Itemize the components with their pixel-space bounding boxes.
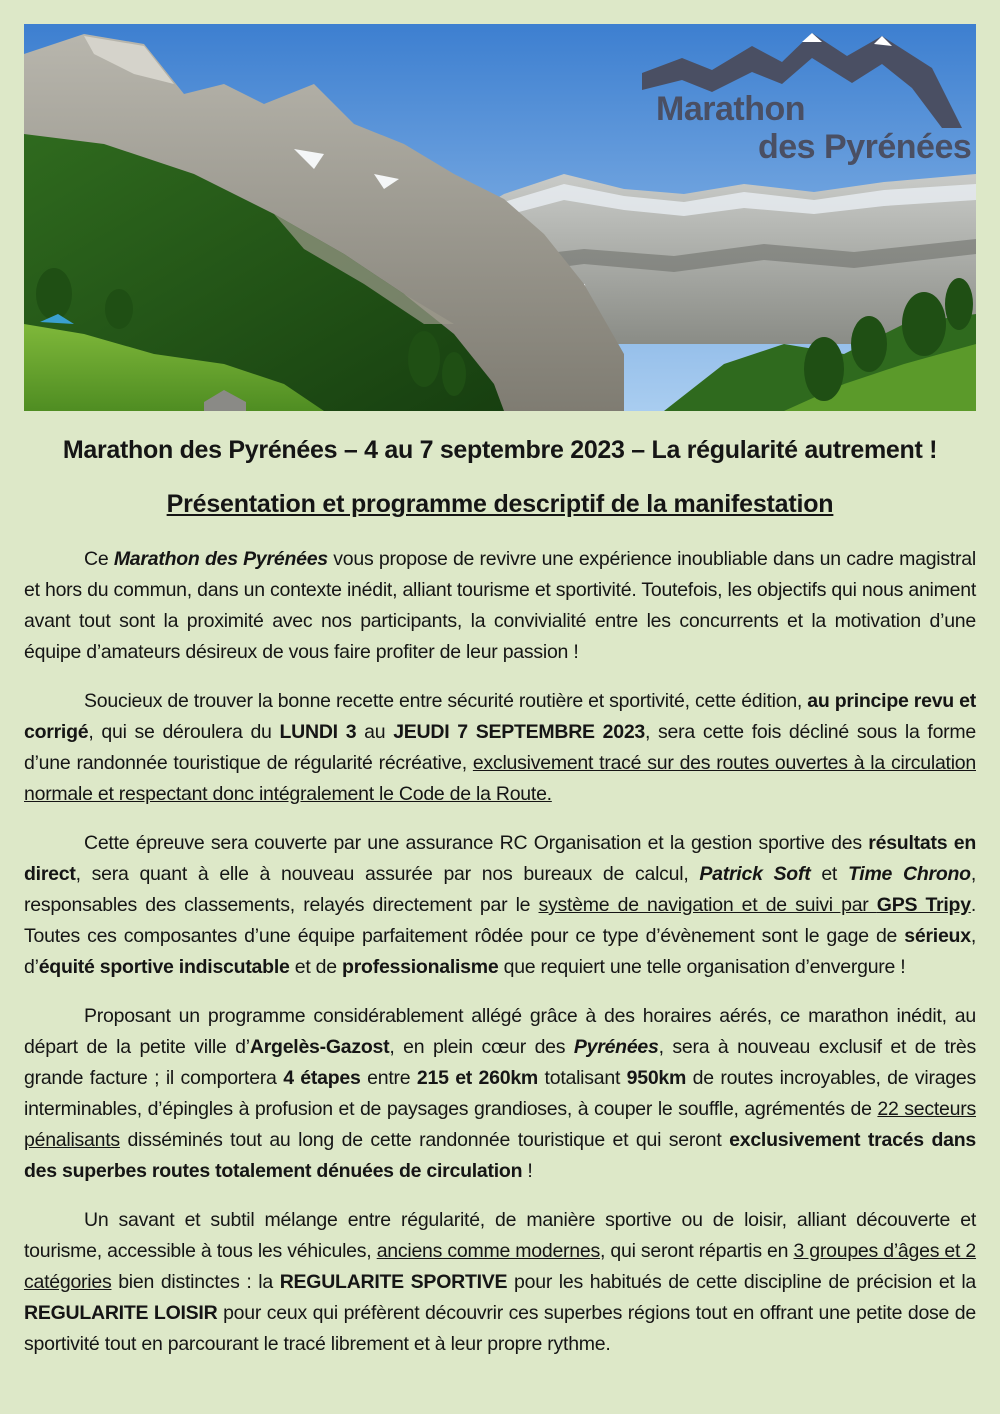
marathon-logo bbox=[642, 28, 972, 188]
page-title: Marathon des Pyrénées – 4 au 7 septembre 2023 – La régularité autrement ! bbox=[62, 436, 938, 464]
text-run: entre bbox=[360, 1067, 417, 1089]
gps-name: GPS Tripy bbox=[876, 894, 971, 916]
text-run: vous propose de revivre une expérience inoubliable dans un cadre magistral et hors du commun, dans un contexte inédit, alliant tourisme et sportivité. Toutefois, les objectifs qui nous animent avant tout sont la proximité avec nos participants, la convivialité entre les concurrents et la motivation d’une équipe d’amateurs désireux de vous faire profiter de leur passion ! bbox=[24, 548, 976, 663]
text-run: , qui seront répartis en bbox=[600, 1240, 794, 1262]
emphasis: 215 et 260km bbox=[416, 1067, 539, 1089]
text-run: , sera cette fois décliné sous la forme d’une randonnée touristique de régularité récréative, bbox=[24, 721, 977, 774]
text-run: de routes incroyables, de virages interminables, d’épingles à profusion et de paysages grandioses, à couper le souffle, agrémentés de bbox=[24, 1067, 976, 1120]
underlined-text: système de navigation et de suivi par bbox=[538, 894, 877, 916]
text-run: , responsables des classements, relayés directement par le bbox=[24, 863, 976, 916]
category-name: REGULARITE SPORTIVE bbox=[279, 1271, 508, 1293]
logo-line-1: Marathon bbox=[656, 90, 805, 128]
end-date: JEUDI 7 SEPTEMBRE 2023 bbox=[393, 721, 646, 743]
logo-line-2: des Pyrénées bbox=[758, 128, 972, 166]
text-run: Soucieux de trouver la bonne recette entre sécurité routière et sportivité, cette édition, bbox=[84, 690, 808, 712]
paragraph-1 bbox=[24, 544, 976, 668]
text-run: bien distinctes : la bbox=[111, 1271, 280, 1293]
text-run: , en plein cœur des bbox=[389, 1036, 574, 1058]
emphasis: au principe revu et corrigé bbox=[24, 690, 976, 743]
emphasis: équité sportive indiscutable bbox=[38, 956, 290, 978]
underlined-text: 22 secteurs pénalisants bbox=[24, 1098, 976, 1151]
company-name: Patrick Soft bbox=[699, 863, 811, 885]
event-name: Marathon des Pyrénées bbox=[113, 548, 328, 570]
paragraph-2 bbox=[24, 686, 976, 810]
underlined-text: 3 groupes d’âges et 2 catégories bbox=[24, 1240, 977, 1293]
text-run: ! bbox=[522, 1160, 533, 1182]
text-run: Proposant un programme considérablement allégé grâce à des horaires aérés, ce marathon inédit, au départ de la petite ville d’ bbox=[24, 1005, 976, 1058]
emphasis: professionalisme bbox=[342, 956, 499, 978]
text-run: et bbox=[810, 863, 848, 885]
town-name: Argelès-Gazost bbox=[249, 1036, 390, 1058]
text-run: au bbox=[356, 721, 394, 743]
text-run: , qui se déroulera du bbox=[88, 721, 280, 743]
document-body bbox=[24, 544, 976, 1378]
paragraph-3 bbox=[24, 828, 976, 983]
text-run: totalisant bbox=[538, 1067, 627, 1089]
emphasis: exclusivement tracés dans des superbes routes totalement dénuées de circulation bbox=[24, 1129, 976, 1182]
underlined-text: anciens comme modernes bbox=[376, 1240, 600, 1262]
emphasis: résultats en direct bbox=[24, 832, 976, 885]
text-run: que requiert une telle organisation d’envergure ! bbox=[498, 956, 906, 978]
text-run: et de bbox=[289, 956, 343, 978]
company-name: Time Chrono bbox=[847, 863, 971, 885]
start-date: LUNDI 3 bbox=[279, 721, 357, 743]
text-run: Un savant et subtil mélange entre régularité, de manière sportive ou de loisir, alliant découverte et tourisme, accessible à tous les véhicules, bbox=[24, 1209, 976, 1262]
text-run: . Toutes ces composantes d’une équipe parfaitement rôdée pour ce type d’évènement sont le gage de bbox=[24, 894, 976, 947]
emphasis: 4 étapes bbox=[283, 1067, 361, 1089]
text-run: Cette épreuve sera couverte par une assurance RC Organisation et la gestion sportive des bbox=[84, 832, 869, 854]
text-run: , sera à nouveau exclusif et de très grande facture ; il comportera bbox=[24, 1036, 977, 1089]
text-run: Ce bbox=[84, 548, 114, 570]
text-run: pour les habitués de cette discipline de précision et la bbox=[507, 1271, 976, 1293]
text-run: disséminés tout au long de cette randonnée touristique et qui seront bbox=[119, 1129, 730, 1151]
text-run: , sera quant à elle à nouveau assurée par nos bureaux de calcul, bbox=[75, 863, 700, 885]
text-run: , d’ bbox=[24, 925, 976, 978]
emphasis: sérieux bbox=[904, 925, 971, 947]
paragraph-4 bbox=[24, 1001, 976, 1187]
category-name: REGULARITE LOISIR bbox=[24, 1302, 218, 1324]
page-subtitle: Présentation et programme descriptif de la manifestation bbox=[166, 490, 834, 518]
paragraph-5 bbox=[24, 1205, 976, 1360]
text-run: pour ceux qui préfèrent découvrir ces superbes régions tout en offrant une petite dose de sportivité tout en parcourant le tracé librement et à leur propre rythme. bbox=[24, 1302, 976, 1355]
region-name: Pyrénées bbox=[573, 1036, 659, 1058]
underlined-text: exclusivement tracé sur des routes ouvertes à la circulation normale et respectant donc intégralement le Code de la Route. bbox=[24, 752, 976, 805]
emphasis: 950km bbox=[626, 1067, 687, 1089]
header-photo bbox=[24, 24, 976, 411]
